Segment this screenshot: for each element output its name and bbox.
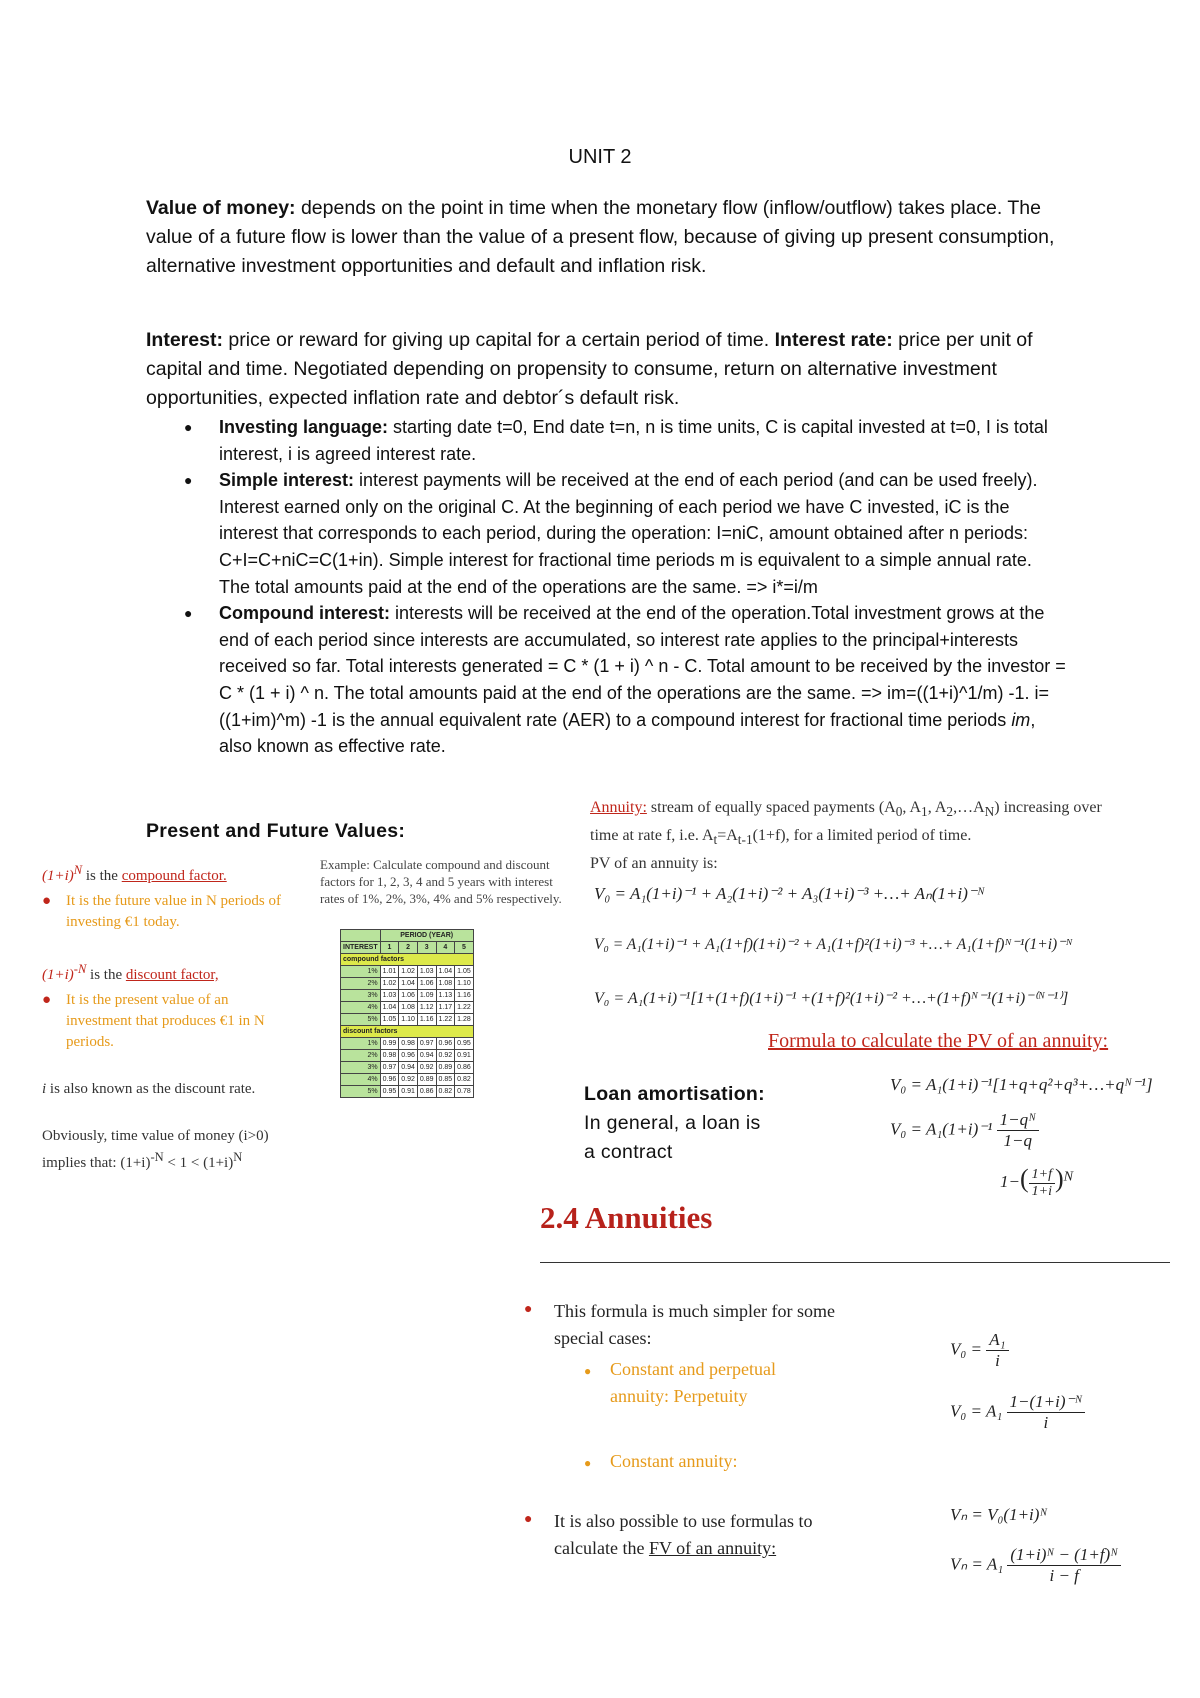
value-cell: 0.92 xyxy=(417,1062,436,1074)
value-cell: 0.86 xyxy=(455,1062,474,1074)
interest-rate-text: price per unit of capital and time. Negotiated depending on propensity to consume, return on alternative investment opportunities, expected inflation rate and debtor´s default risk. xyxy=(146,329,1033,409)
present-future-values-heading: Present and Future Values: xyxy=(146,820,406,842)
compound-factor-line xyxy=(42,860,292,887)
perp-numerator: A₁ xyxy=(986,1330,1008,1351)
interest-bullet-list xyxy=(146,414,1066,760)
bullet-text: interests will be received at the end of the operation.Total investment grows at the end of each period since interests are accumulated, so interest rate applies to the principal+interests received so far. Total interests generated = C * (1 + i) ^ n - C. Total amount to be received by the investor = C * (1 + i) ^ n. The total amounts paid at the end of the operations are the same. => im=((1+i)^1/m) -1. i= ((1+im)^m) -1 is the annual equivalent rate (AER) to a compound interest for fractional time periods xyxy=(219,603,1066,730)
const-left: V₀ = A₁ xyxy=(950,1401,1003,1421)
q-numerator: 1+f xyxy=(1029,1167,1055,1184)
value-cell: 0.85 xyxy=(436,1074,455,1086)
const-numerator: 1−(1+i)⁻ᴺ xyxy=(1007,1392,1086,1413)
eq5-denominator: 1−q xyxy=(1003,1131,1032,1150)
q-fraction xyxy=(1029,1167,1055,1200)
value-cell: 0.94 xyxy=(417,1050,436,1062)
perpetuity-line-2: annuity: Perpetuity xyxy=(610,1386,748,1406)
value-cell: 0.92 xyxy=(399,1074,418,1086)
example-text: Example: Calculate compound and discount factors for 1, 2, 3, 4 and 5 years with interest rates of 1%, 2%, 3%, 4% and 5% respectively. xyxy=(320,857,562,906)
list-item xyxy=(146,414,1066,467)
bullet-dot-icon: ● xyxy=(584,1456,592,1470)
compound-exponent: N xyxy=(73,863,83,877)
annuity-text-1e: ) increasing over xyxy=(994,799,1102,816)
annuities-slide-title: 2.4 Annuities xyxy=(540,1200,713,1235)
table-row xyxy=(341,1002,474,1014)
loan-text: In general, a loan is a contract xyxy=(584,1112,761,1163)
value-cell: 0.96 xyxy=(380,1074,399,1086)
annuities-bullet-1 xyxy=(524,1298,904,1352)
obviously-exp1: -N xyxy=(150,1150,164,1164)
value-cell: 0.95 xyxy=(380,1086,399,1098)
discount-bullet xyxy=(42,990,292,1053)
annuity-pv-line: PV of an annuity is: xyxy=(590,855,718,873)
discount-exponent: -N xyxy=(73,962,87,976)
value-cell: 1.03 xyxy=(380,990,399,1002)
value-cell: 0.97 xyxy=(417,1038,436,1050)
fv2-denominator: i − f xyxy=(1049,1566,1079,1585)
value-cell: 0.86 xyxy=(417,1086,436,1098)
q-exponent: N xyxy=(1063,1168,1074,1185)
q-left: 1− xyxy=(1000,1172,1020,1191)
obviously-line-2 xyxy=(42,1147,292,1174)
bullet-emphasis: im xyxy=(1011,709,1031,730)
eq5-fraction xyxy=(997,1110,1039,1151)
perp-fraction xyxy=(986,1330,1008,1371)
bullet-dot-icon: ● xyxy=(42,992,52,1008)
value-cell: 0.98 xyxy=(380,1050,399,1062)
eq5-left: V₀ = A₁(1+i)⁻¹ xyxy=(890,1119,993,1139)
value-cell: 0.78 xyxy=(455,1086,474,1098)
factor-table xyxy=(340,929,474,1098)
value-cell: 1.06 xyxy=(417,978,436,990)
table-row xyxy=(341,990,474,1002)
interest-paragraph xyxy=(146,326,1066,413)
value-cell: 1.04 xyxy=(380,1002,399,1014)
annuities-bullet-2 xyxy=(524,1508,904,1562)
perp-left: V₀ = xyxy=(950,1339,983,1359)
discount-section: discount factors xyxy=(341,1026,474,1038)
discount-pre: is the xyxy=(86,967,126,983)
rate-cell: 2% xyxy=(341,1050,381,1062)
value-of-money-label: Value of money: xyxy=(146,197,296,219)
value-cell: 1.22 xyxy=(455,1002,474,1014)
bullet-label: Simple interest: xyxy=(219,470,355,491)
value-cell: 1.08 xyxy=(436,978,455,990)
interest-rate-label: Interest rate: xyxy=(774,329,893,351)
annuity-text-2: time at rate f, i.e. A xyxy=(590,827,714,845)
rate-cell: 1% xyxy=(341,1038,381,1050)
annuity-text-1: stream of equally spaced payments (A xyxy=(646,799,896,816)
fv-formula-1: Vₙ = V₀(1+i)ᴺ xyxy=(950,1505,1048,1524)
discount-expression: (1+i) xyxy=(42,967,74,983)
value-cell: 1.02 xyxy=(399,966,418,978)
annuities-bullet-1-line-2: special cases: xyxy=(554,1328,652,1348)
annuities-bullet-2-line-2: calculate the xyxy=(554,1538,649,1558)
table-corner xyxy=(341,930,381,942)
rate-header: INTEREST xyxy=(341,942,381,954)
obviously-exp2: N xyxy=(233,1150,243,1164)
value-cell: 1.01 xyxy=(380,966,399,978)
compound-bullet-text: It is the future value in N periods of investing €1 today. xyxy=(66,893,281,930)
interest-label: Interest: xyxy=(146,329,223,351)
value-cell: 1.16 xyxy=(417,1014,436,1026)
value-cell: 0.98 xyxy=(399,1038,418,1050)
bullet-dot-icon: ● xyxy=(42,893,52,909)
value-cell: 0.82 xyxy=(455,1074,474,1086)
value-cell: 0.97 xyxy=(380,1062,399,1074)
value-cell: 1.05 xyxy=(380,1014,399,1026)
compound-pre: is the xyxy=(82,868,122,884)
discount-bullet-text: It is the present value of an investment that produces €1 in N periods. xyxy=(66,992,265,1050)
rate-cell: 3% xyxy=(341,1062,381,1074)
page-title: UNIT 2 xyxy=(568,146,632,168)
value-cell: 0.91 xyxy=(399,1086,418,1098)
bullet-text: starting date t=0, End date t=n, n is time units, C is capital invested at t=0, I is total interest, i is agreed interest rate. xyxy=(219,417,1048,464)
discount-rate-line xyxy=(42,1079,292,1100)
factor-definitions xyxy=(42,860,292,1174)
value-cell: 1.17 xyxy=(436,1002,455,1014)
value-cell: 0.82 xyxy=(436,1086,455,1098)
compound-bullet xyxy=(42,891,292,933)
rate-cell: 4% xyxy=(341,1074,381,1086)
rate-cell: 5% xyxy=(341,1086,381,1098)
annuity-text-2c: (1+f), for a limited period of time. xyxy=(752,827,972,845)
period-header: PERIOD (YEAR) xyxy=(380,930,473,942)
value-cell: 1.05 xyxy=(455,966,474,978)
table-row xyxy=(341,1038,474,1050)
annuity-equation-4: V₀ = A₁(1+i)⁻¹[1+q+q²+q³+…+qᴺ⁻¹] xyxy=(890,1075,1153,1094)
value-cell: 0.89 xyxy=(436,1062,455,1074)
const-denominator: i xyxy=(1043,1413,1049,1432)
loan-label: Loan amortisation: xyxy=(584,1083,765,1105)
bullet-dot-icon: ● xyxy=(184,605,193,622)
rate-cell: 3% xyxy=(341,990,381,1002)
factor-table-wrap xyxy=(340,929,474,1098)
bullet-tail: , also known as effective rate. xyxy=(219,709,1036,757)
rate-cell: 5% xyxy=(341,1014,381,1026)
period-cell: 5 xyxy=(455,942,474,954)
annuity-text-1b: , A xyxy=(902,799,922,816)
perp-denominator: i xyxy=(995,1351,1000,1370)
bullet-label: Compound interest: xyxy=(219,603,390,624)
discount-factor-line xyxy=(42,959,292,986)
table-row xyxy=(341,1074,474,1086)
value-cell: 1.10 xyxy=(455,978,474,990)
table-row xyxy=(341,1086,474,1098)
value-cell: 0.99 xyxy=(380,1038,399,1050)
annuity-equation-3: V₀ = A₁(1+i)⁻¹[1+(1+f)(1+i)⁻¹ +(1+f)²(1+i)⁻² +…+(1+f)ᴺ⁻¹(1+i)⁻⁽ᴺ⁻¹⁾] xyxy=(594,990,1069,1007)
fv-formula-2 xyxy=(950,1545,1121,1586)
bullet-dot-icon: ● xyxy=(184,419,193,435)
annuity-label: Annuity: xyxy=(590,799,647,816)
compound-factor-link: compound factor. xyxy=(121,868,227,884)
annuity-definition xyxy=(590,796,1190,876)
constant-annuity-text: Constant annuity: xyxy=(610,1451,738,1471)
compound-expression: (1+i) xyxy=(42,868,74,884)
table-row xyxy=(341,1014,474,1026)
bullet-dot-icon: ● xyxy=(184,472,193,489)
fv2-fraction xyxy=(1007,1545,1121,1586)
value-cell: 1.02 xyxy=(380,978,399,990)
rate-cell: 2% xyxy=(341,978,381,990)
fv2-left: Vₙ = A₁ xyxy=(950,1554,1004,1574)
perpetuity-formula xyxy=(950,1330,1009,1371)
value-cell: 1.09 xyxy=(417,990,436,1002)
obviously-line-1: Obviously, time value of money (i>0) xyxy=(42,1128,269,1144)
annuities-sub-bullet-1 xyxy=(584,1356,884,1410)
period-cell: 4 xyxy=(436,942,455,954)
eq5-numerator: 1−qᴺ xyxy=(997,1110,1039,1131)
bullet-dot-icon: ● xyxy=(524,1512,533,1527)
value-cell: 1.08 xyxy=(399,1002,418,1014)
list-item xyxy=(146,467,1066,600)
annuity-line-2: time at rate f, i.e. $A_t=A_{t-1}(1+f)$, for a limited period of time. xyxy=(590,827,972,848)
table-row xyxy=(341,978,474,990)
value-cell: 1.06 xyxy=(399,990,418,1002)
table-header-row xyxy=(341,942,474,954)
annuities-bullet-2-line-1: It is also possible to use formulas to xyxy=(554,1511,813,1531)
value-cell: 0.96 xyxy=(399,1050,418,1062)
list-item xyxy=(146,600,1066,760)
annuities-sub-bullet-2 xyxy=(584,1448,884,1475)
obviously-text: implies that: (1+i) xyxy=(42,1155,151,1171)
value-of-money-text: depends on the point in time when the monetary flow (inflow/outflow) takes place. The value of a future flow is lower than the value of a present flow, because of giving up present consumption, alternative investment opportunities and default and inflation risk. xyxy=(146,197,1055,277)
annuity-text-1c: , A xyxy=(927,799,947,816)
fv-annuity-link: FV of an annuity: xyxy=(648,1538,777,1558)
compound-section: compound factors xyxy=(341,954,474,966)
table-header-row xyxy=(341,930,474,942)
value-cell: 0.89 xyxy=(417,1074,436,1086)
annuity-equation-1: V₀ = A₁(1+i)⁻¹ + A₂(1+i)⁻² + A₃(1+i)⁻³ +…+ Aₙ(1+i)⁻ᴺ xyxy=(594,884,985,903)
bullet-text: interest payments will be received at the end of each period (and can be used freely). Interest earned only on the original C. At the beginning of each period we have C invested, iC is the interest that corresponds to each period, during the operation: I=niC, amount obtained after n periods: C+I=C+niC=C(1+in). Simple interest for fractional time periods m is equivalent to a simple annual rate. The total amounts paid at the end of the operations are the same. => i*=i/m xyxy=(219,470,1038,597)
period-cell: 2 xyxy=(399,942,418,954)
period-cell: 1 xyxy=(380,942,399,954)
annuity-formula-heading: Formula to calculate the PV of an annuity: xyxy=(768,1030,1109,1052)
discount-rate-text: is also known as the discount rate. xyxy=(46,1081,256,1097)
annuities-bullet-1-line-1: This formula is much simpler for some xyxy=(554,1301,835,1321)
annuity-equation-5 xyxy=(890,1110,1039,1151)
table-row xyxy=(341,1062,474,1074)
value-cell: 0.94 xyxy=(399,1062,418,1074)
constant-annuity-formula xyxy=(950,1392,1085,1433)
annuity-text-2b: =A xyxy=(717,827,738,845)
bullet-dot-icon: ● xyxy=(584,1364,592,1378)
table-section-row xyxy=(341,954,474,966)
period-cell: 3 xyxy=(417,942,436,954)
value-cell: 1.13 xyxy=(436,990,455,1002)
value-cell: 1.03 xyxy=(417,966,436,978)
perpetuity-line-1: Constant and perpetual xyxy=(610,1359,776,1379)
loan-amortisation-paragraph xyxy=(584,1080,774,1167)
discount-factor-link: discount factor, xyxy=(125,967,219,983)
value-cell: 1.28 xyxy=(455,1014,474,1026)
value-cell: 0.92 xyxy=(436,1050,455,1062)
fv2-numerator: (1+i)ᴺ − (1+f)ᴺ xyxy=(1007,1545,1121,1566)
bullet-dot-icon: ● xyxy=(524,1302,533,1317)
rate-cell: 1% xyxy=(341,966,381,978)
annuity-equation-2: V₀ = A₁(1+i)⁻¹ + A₁(1+f)(1+i)⁻² + A₁(1+f)²(1+i)⁻³ +…+ A₁(1+f)ᴺ⁻¹(1+i)⁻ᴺ xyxy=(594,936,1073,953)
value-cell: 0.96 xyxy=(436,1038,455,1050)
annuity-line-1: Annuity: stream of equally spaced payments ($A_0$, $A_1$, $A_2,\dots A_N$) increasing over xyxy=(590,799,1102,820)
value-cell: 1.16 xyxy=(455,990,474,1002)
rate-cell: 4% xyxy=(341,1002,381,1014)
value-of-money-paragraph xyxy=(146,194,1066,281)
const-fraction xyxy=(1007,1392,1086,1433)
table-row xyxy=(341,966,474,978)
table-section-row xyxy=(341,1026,474,1038)
bullet-label: Investing language: xyxy=(219,417,389,437)
value-cell: 1.04 xyxy=(399,978,418,990)
value-cell: 1.22 xyxy=(436,1014,455,1026)
value-cell: 1.10 xyxy=(399,1014,418,1026)
q-denominator: 1+i xyxy=(1031,1183,1052,1199)
discount-rate-var: i xyxy=(42,1081,47,1097)
obviously-mid: < 1 < (1+i) xyxy=(163,1155,234,1171)
value-cell: 1.04 xyxy=(436,966,455,978)
value-cell: 0.95 xyxy=(455,1038,474,1050)
value-cell: 1.12 xyxy=(417,1002,436,1014)
q-definition: 1−( $\frac{1+f}{1+i}$ )$^N$ xyxy=(1000,1164,1074,1199)
table-row xyxy=(341,1050,474,1062)
annuity-text-1d: ,…A xyxy=(953,799,985,816)
annuities-divider xyxy=(540,1262,1170,1263)
interest-text: price or reward for giving up capital for a certain period of time. xyxy=(222,329,775,351)
value-cell: 0.91 xyxy=(455,1050,474,1062)
